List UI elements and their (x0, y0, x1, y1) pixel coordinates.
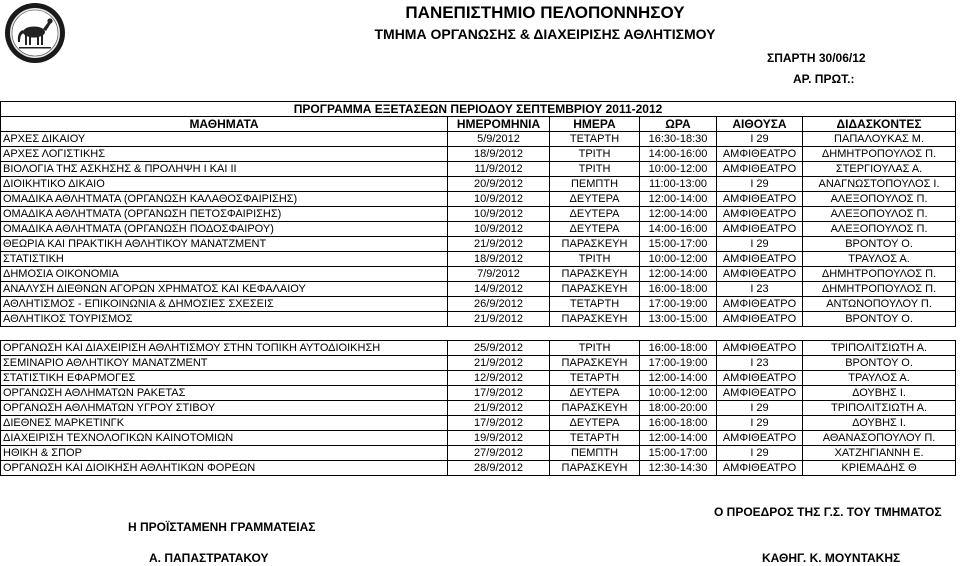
date-cell: 21/9/2012 (448, 401, 550, 416)
course-cell: ΑΘΛΗΤΙΣΜΟΣ - ΕΠΙΚΟΙΝΩΝΙΑ & ΔΗΜΟΣΙΕΣ ΣΧΕΣΕΙΣ (1, 297, 448, 312)
instructor-cell: ΔΗΜΗΤΡΟΠΟΥΛΟΣ Π. (803, 147, 956, 162)
course-cell: ΔΗΜΟΣΙΑ ΟΙΚΟΝΟΜΙΑ (1, 267, 448, 282)
time-cell: 14:00-16:00 (640, 222, 717, 237)
room-cell: ΑΜΦΙΘΕΑΤΡΟ (717, 162, 803, 177)
time-cell: 18:00-20:00 (640, 401, 717, 416)
room-cell: Ι 29 (717, 237, 803, 252)
room-cell: Ι 29 (717, 401, 803, 416)
course-cell: ΣΤΑΤΙΣΤΙΚΗ ΕΦΑΡΜΟΓΕΣ (1, 371, 448, 386)
day-cell: ΤΕΤΑΡΤΗ (550, 431, 640, 446)
date-cell: 21/9/2012 (448, 356, 550, 371)
column-header: ΩΡΑ (640, 117, 717, 132)
date-cell: 10/9/2012 (448, 222, 550, 237)
instructor-cell: ΤΡΑΥΛΟΣ Α. (803, 371, 956, 386)
time-cell: 12:00-14:00 (640, 267, 717, 282)
instructor-cell: ΑΛΕΞΟΠΟΥΛΟΣ Π. (803, 222, 956, 237)
table-row (1, 431, 956, 446)
date-cell: 20/9/2012 (448, 177, 550, 192)
instructor-cell: ΑΘΑΝΑΣΟΠΟΥΛΟΥ Π. (803, 431, 956, 446)
column-header: ΜΑΘΗΜΑΤΑ (1, 117, 448, 132)
date-cell: 12/9/2012 (448, 371, 550, 386)
instructor-cell: ΒΡΟΝΤΟΥ Ο. (803, 312, 956, 327)
table-row (1, 222, 956, 237)
exam-schedule-table (0, 101, 956, 476)
room-cell: Ι 23 (717, 356, 803, 371)
table-row (1, 446, 956, 461)
date-cell: 25/9/2012 (448, 341, 550, 356)
day-cell: ΤΡΙΤΗ (550, 147, 640, 162)
room-cell: Ι 29 (717, 416, 803, 431)
date-cell: 27/9/2012 (448, 446, 550, 461)
table-row (1, 416, 956, 431)
course-cell: ΣΤΑΤΙΣΤΙΚΗ (1, 252, 448, 267)
time-cell: 12:30-14:30 (640, 461, 717, 476)
course-cell: ΑΡΧΕΣ ΛΟΓΙΣΤΙΚΗΣ (1, 147, 448, 162)
day-cell: ΔΕΥΤΕΡΑ (550, 207, 640, 222)
time-cell: 14:00-16:00 (640, 147, 717, 162)
date-cell: 10/9/2012 (448, 192, 550, 207)
day-cell: ΠΑΡΑΣΚΕΥΗ (550, 401, 640, 416)
instructor-cell: ΔΟΥΒΗΣ Ι. (803, 386, 956, 401)
day-cell: ΤΕΤΑΡΤΗ (550, 297, 640, 312)
day-cell: ΠΑΡΑΣΚΕΥΗ (550, 356, 640, 371)
course-cell: ΑΘΛΗΤΙΚΟΣ ΤΟΥΡΙΣΜΟΣ (1, 312, 448, 327)
instructor-cell: ΑΛΕΞΟΠΟΥΛΟΣ Π. (803, 207, 956, 222)
instructor-cell: ΣΤΕΡΓΙΟΥΛΑΣ Α. (803, 162, 956, 177)
room-cell: ΑΜΦΙΘΕΑΤΡΟ (717, 461, 803, 476)
date-cell: 5/9/2012 (448, 132, 550, 147)
room-cell: ΑΜΦΙΘΕΑΤΡΟ (717, 252, 803, 267)
room-cell: ΑΜΦΙΘΕΑΤΡΟ (717, 386, 803, 401)
day-cell: ΤΡΙΤΗ (550, 252, 640, 267)
course-cell: ΣΕΜΙΝΑΡΙΟ ΑΘΛΗΤΙΚΟΥ ΜΑΝΑΤΖΜΕΝΤ (1, 356, 448, 371)
schedule-title: ΠΡΟΓΡΑΜΜΑ ΕΞΕΤΑΣΕΩΝ ΠΕΡΙΟΔΟΥ ΣΕΠΤΕΜΒΡΙΟΥ 2011-2012 (1, 102, 956, 117)
course-cell: ΘΕΩΡΙΑ ΚΑΙ ΠΡΑΚΤΙΚΗ ΑΘΛΗΤΙΚΟΥ ΜΑΝΑΤΖΜΕΝΤ (1, 237, 448, 252)
table-row (1, 312, 956, 327)
day-cell: ΤΡΙΤΗ (550, 341, 640, 356)
room-cell: ΑΜΦΙΘΕΑΤΡΟ (717, 147, 803, 162)
table-row (1, 401, 956, 416)
instructor-cell: ΑΛΕΞΟΠΟΥΛΟΣ Π. (803, 192, 956, 207)
course-cell: ΟΡΓΑΝΩΣΗ ΑΘΛΗΜΑΤΩΝ ΡΑΚΕΤΑΣ (1, 386, 448, 401)
table-row (1, 192, 956, 207)
date-cell: 21/9/2012 (448, 237, 550, 252)
instructor-cell: ΔΗΜΗΤΡΟΠΟΥΛΟΣ Π. (803, 267, 956, 282)
table-row (1, 386, 956, 401)
room-cell: Ι 23 (717, 282, 803, 297)
date-cell: 28/9/2012 (448, 461, 550, 476)
room-cell: ΑΜΦΙΘΕΑΤΡΟ (717, 222, 803, 237)
date-cell: 7/9/2012 (448, 267, 550, 282)
day-cell: ΠΑΡΑΣΚΕΥΗ (550, 267, 640, 282)
course-cell: ΟΡΓΑΝΩΣΗ ΚΑΙ ΔΙΑΧΕΙΡΙΣΗ ΑΘΛΗΤΙΣΜΟΥ ΣΤΗΝ ΤΟΠΙΚΗ ΑΥΤΟΔΙΟΙΚΗΣΗ (1, 341, 448, 356)
time-cell: 17:00-19:00 (640, 297, 717, 312)
schedule-title-row (1, 102, 956, 117)
column-header: ΗΜΕΡΟΜΗΝΙΑ (448, 117, 550, 132)
time-cell: 12:00-14:00 (640, 192, 717, 207)
table-row (1, 267, 956, 282)
time-cell: 16:30-18:30 (640, 132, 717, 147)
university-title: ΠΑΝΕΠΙΣΤΗΜΙΟ ΠΕΛΟΠΟΝΝΗΣΟΥ (405, 3, 685, 22)
date-cell: 19/9/2012 (448, 431, 550, 446)
date-cell: 18/9/2012 (448, 147, 550, 162)
course-cell: ΟΜΑΔΙΚΑ ΑΘΛΗΤΜΑΤΑ (ΟΡΓΑΝΩΣΗ ΠΟΔΟΣΦΑΙΡΟΥ) (1, 222, 448, 237)
room-cell: Ι 29 (717, 177, 803, 192)
time-cell: 12:00-14:00 (640, 207, 717, 222)
time-cell: 16:00-18:00 (640, 341, 717, 356)
course-cell: ΟΡΓΑΝΩΣΗ ΑΘΛΗΜΑΤΩΝ ΥΓΡΟΥ ΣΤΙΒΟΥ (1, 401, 448, 416)
instructor-cell: ΤΡΑΥΛΟΣ Α. (803, 252, 956, 267)
day-cell: ΔΕΥΤΕΡΑ (550, 222, 640, 237)
course-cell: ΑΝΑΛΥΣΗ ΔΙΕΘΝΩΝ ΑΓΟΡΩΝ ΧΡΗΜΑΤΟΣ ΚΑΙ ΚΕΦΑΛΑΙΟΥ (1, 282, 448, 297)
room-cell: ΑΜΦΙΘΕΑΤΡΟ (717, 297, 803, 312)
day-cell: ΤΕΤΑΡΤΗ (550, 132, 640, 147)
instructor-cell: ΚΡΙΕΜΑΔΗΣ Θ (803, 461, 956, 476)
table-row (1, 461, 956, 476)
spacer-cell (1, 327, 956, 341)
time-cell: 15:00-17:00 (640, 237, 717, 252)
date-cell: 14/9/2012 (448, 282, 550, 297)
time-cell: 10:00-12:00 (640, 252, 717, 267)
table-row (1, 341, 956, 356)
instructor-cell: ΑΝΑΓΝΩΣΤΟΠΟΥΛΟΣ Ι. (803, 177, 956, 192)
course-cell: ΑΡΧΕΣ ΔΙΚΑΙΟΥ (1, 132, 448, 147)
room-cell: ΑΜΦΙΘΕΑΤΡΟ (717, 192, 803, 207)
room-cell: ΑΜΦΙΘΕΑΤΡΟ (717, 267, 803, 282)
table-row (1, 207, 956, 222)
protocol-number: ΑΡ. ΠΡΩΤ.: (793, 72, 855, 86)
date-cell: 17/9/2012 (448, 386, 550, 401)
day-cell: ΤΡΙΤΗ (550, 162, 640, 177)
date-cell: 21/9/2012 (448, 312, 550, 327)
day-cell: ΠΑΡΑΣΚΕΥΗ (550, 237, 640, 252)
course-cell: ΔΙΟΙΚΗΤΙΚΟ ΔΙΚΑΙΟ (1, 177, 448, 192)
day-cell: ΠΑΡΑΣΚΕΥΗ (550, 282, 640, 297)
table-row (1, 356, 956, 371)
time-cell: 11:00-13:00 (640, 177, 717, 192)
instructor-cell: ΔΗΜΗΤΡΟΠΟΥΛΟΣ Π. (803, 282, 956, 297)
instructor-cell: ΑΝΤΩΝΟΠΟΥΛΟΥ Π. (803, 297, 956, 312)
secretary-name: Α. ΠΑΠΑΣΤΡΑΤΑΚΟΥ (149, 551, 269, 565)
date-cell: 18/9/2012 (448, 252, 550, 267)
course-cell: ΒΙΟΛΟΓΙΑ ΤΗΣ ΑΣΚΗΣΗΣ & ΠΡΟΛΗΨΗ Ι ΚΑΙ ΙΙ (1, 162, 448, 177)
course-cell: ΔΙΑΧΕΙΡΙΣΗ ΤΕΧΝΟΛΟΓΙΚΩΝ ΚΑΙΝΟΤΟΜΙΩΝ (1, 431, 448, 446)
room-cell: ΑΜΦΙΘΕΑΤΡΟ (717, 207, 803, 222)
table-row (1, 177, 956, 192)
instructor-cell: ΠΑΠΑΛΟΥΚΑΣ Μ. (803, 132, 956, 147)
course-cell: ΟΜΑΔΙΚΑ ΑΘΛΗΤΜΑΤΑ (ΟΡΓΑΝΩΣΗ ΚΑΛΑΘΟΣΦΑΙΡΙΣΗΣ) (1, 192, 448, 207)
secretary-role: Η ΠΡΟΪΣΤΑΜΕΝΗ ΓΡΑΜΜΑΤΕΙΑΣ (128, 520, 316, 534)
room-cell: ΑΜΦΙΘΕΑΤΡΟ (717, 371, 803, 386)
time-cell: 12:00-14:00 (640, 431, 717, 446)
place-date: ΣΠΑΡΤΗ 30/06/12 (767, 51, 866, 65)
instructor-cell: ΤΡΙΠΟΛΙΤΣΙΩΤΗ Α. (803, 401, 956, 416)
time-cell: 17:00-19:00 (640, 356, 717, 371)
president-name: ΚΑΘΗΓ. Κ. ΜΟΥΝΤΑΚΗΣ (762, 551, 901, 565)
room-cell: ΑΜΦΙΘΕΑΤΡΟ (717, 431, 803, 446)
president-role: Ο ΠΡΟΕΔΡΟΣ ΤΗΣ Γ.Σ. ΤΟΥ ΤΜΗΜΑΤΟΣ (714, 505, 942, 519)
date-cell: 26/9/2012 (448, 297, 550, 312)
table-header-row (1, 117, 956, 132)
table-row (1, 252, 956, 267)
day-cell: ΠΑΡΑΣΚΕΥΗ (550, 312, 640, 327)
time-cell: 15:00-17:00 (640, 446, 717, 461)
column-header: ΗΜΕΡΑ (550, 117, 640, 132)
table-row (1, 162, 956, 177)
instructor-cell: ΒΡΟΝΤΟΥ Ο. (803, 356, 956, 371)
day-cell: ΠΕΜΠΤΗ (550, 177, 640, 192)
course-cell: ΟΜΑΔΙΚΑ ΑΘΛΗΤΜΑΤΑ (ΟΡΓΑΝΩΣΗ ΠΕΤΟΣΦΑΙΡΙΣΗΣ) (1, 207, 448, 222)
table-row (1, 147, 956, 162)
instructor-cell: ΤΡΙΠΟΛΙΤΣΙΩΤΗ Α. (803, 341, 956, 356)
date-cell: 17/9/2012 (448, 416, 550, 431)
day-cell: ΔΕΥΤΕΡΑ (550, 386, 640, 401)
table-row (1, 371, 956, 386)
course-cell: ΔΙΕΘΝΕΣ ΜΑΡΚΕΤΙΝΓΚ (1, 416, 448, 431)
time-cell: 10:00-12:00 (640, 386, 717, 401)
room-cell: Ι 29 (717, 132, 803, 147)
instructor-cell: ΔΟΥΒΗΣ Ι. (803, 416, 956, 431)
day-cell: ΠΑΡΑΣΚΕΥΗ (550, 461, 640, 476)
course-cell: ΟΡΓΑΝΩΣΗ ΚΑΙ ΔΙΟΙΚΗΣΗ ΑΘΛΗΤΙΚΩΝ ΦΟΡΕΩΝ (1, 461, 448, 476)
date-cell: 10/9/2012 (448, 207, 550, 222)
room-cell: ΑΜΦΙΘΕΑΤΡΟ (717, 312, 803, 327)
time-cell: 10:00-12:00 (640, 162, 717, 177)
date-cell: 11/9/2012 (448, 162, 550, 177)
day-cell: ΔΕΥΤΕΡΑ (550, 416, 640, 431)
table-row (1, 237, 956, 252)
room-cell: Ι 29 (717, 446, 803, 461)
table-row (1, 282, 956, 297)
time-cell: 16:00-18:00 (640, 282, 717, 297)
column-header: ΑΙΘΟΥΣΑ (717, 117, 803, 132)
table-row (1, 297, 956, 312)
instructor-cell: ΧΑΤΖΗΓΙΑΝΝΗ Ε. (803, 446, 956, 461)
time-cell: 13:00-15:00 (640, 312, 717, 327)
instructor-cell: ΒΡΟΝΤΟΥ Ο. (803, 237, 956, 252)
column-header: ΔΙΔΑΣΚΟΝΤΕΣ (803, 117, 956, 132)
course-cell: ΗΘΙΚΗ & ΣΠΟΡ (1, 446, 448, 461)
department-title: ΤΜΗΜΑ ΟΡΓΑΝΩΣΗΣ & ΔΙΑΧΕΙΡΙΣΗΣ ΑΘΛΗΤΙΣΜΟΥ (374, 26, 716, 42)
table-spacer-row (1, 327, 956, 341)
time-cell: 12:00-14:00 (640, 371, 717, 386)
table-row (1, 132, 956, 147)
day-cell: ΤΕΤΑΡΤΗ (550, 371, 640, 386)
room-cell: ΑΜΦΙΘΕΑΤΡΟ (717, 341, 803, 356)
day-cell: ΔΕΥΤΕΡΑ (550, 192, 640, 207)
time-cell: 16:00-18:00 (640, 416, 717, 431)
day-cell: ΠΕΜΠΤΗ (550, 446, 640, 461)
